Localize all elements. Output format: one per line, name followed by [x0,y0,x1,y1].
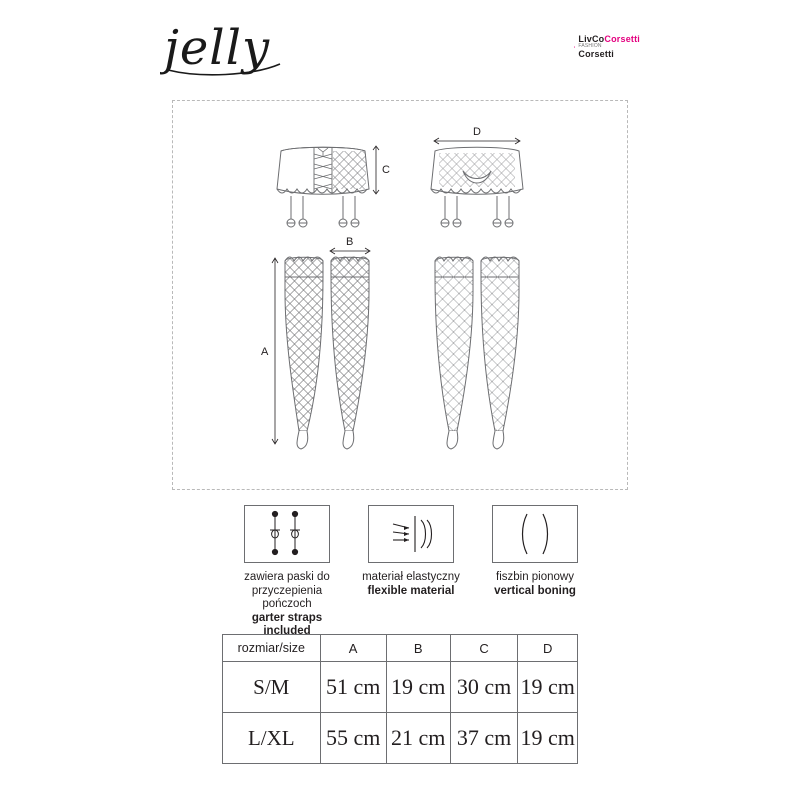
page-title [160,18,420,80]
feature-1-caption-pl-line2: przyczepienia pończoch [251,584,323,610]
table-header-size: rozmiar/size [223,635,321,662]
row-lxl-a: 55 cm [320,713,386,764]
vertical-boning-icon [492,505,578,563]
table-row [223,713,578,764]
corset-logo-icon [574,36,575,58]
logo-line-top: LivCo [578,33,605,44]
row-size-lxl: L/XL [223,713,321,764]
row-size-sm: S/M [223,662,321,713]
feature-2-caption-en: flexible material [367,584,455,597]
feature-1-caption-en: garter straps included [251,611,323,637]
row-lxl-b: 21 cm [386,713,450,764]
feature-3-caption-en: vertical boning [494,584,576,597]
logo-line-sub: FASHION [578,43,602,50]
row-lxl-c: 37 cm [450,713,518,764]
size-table [222,634,578,764]
table-row [223,662,578,713]
brand-logo [574,30,640,64]
row-sm-d: 19 cm [518,662,578,713]
feature-1-caption-pl-line1: zawiera paski do [244,571,330,583]
feature-icons [228,505,588,637]
logo-line-bottom: Corsetti [578,48,614,59]
feature-2-caption-pl: materiał elastyczny [362,571,460,583]
table-header-c: C [450,635,518,662]
dimension-label-d: D [473,126,481,138]
table-header-b: B [386,635,450,662]
dimension-label-a: A [261,346,269,358]
feature-3-caption-pl: fiszbin pionowy [496,571,574,583]
svg-text:jelly: jelly [164,20,271,76]
logo-line-top-accent: Corsetti [604,33,640,44]
row-sm-a: 51 cm [320,662,386,713]
dimension-label-c: C [382,164,390,176]
elastic-material-icon [368,505,454,563]
illustration-panel [172,100,628,490]
feature-vertical-boning [476,505,594,598]
feature-garter-straps [228,505,346,639]
table-header-d: D [518,635,578,662]
product-technical-drawing [173,101,627,489]
row-sm-c: 30 cm [450,662,518,713]
table-header-a: A [320,635,386,662]
dimension-label-b: B [346,236,354,248]
row-lxl-d: 19 cm [518,713,578,764]
row-sm-b: 19 cm [386,662,450,713]
table-header-row [223,635,578,662]
feature-flexible-material [352,505,470,598]
garter-straps-icon [244,505,330,563]
